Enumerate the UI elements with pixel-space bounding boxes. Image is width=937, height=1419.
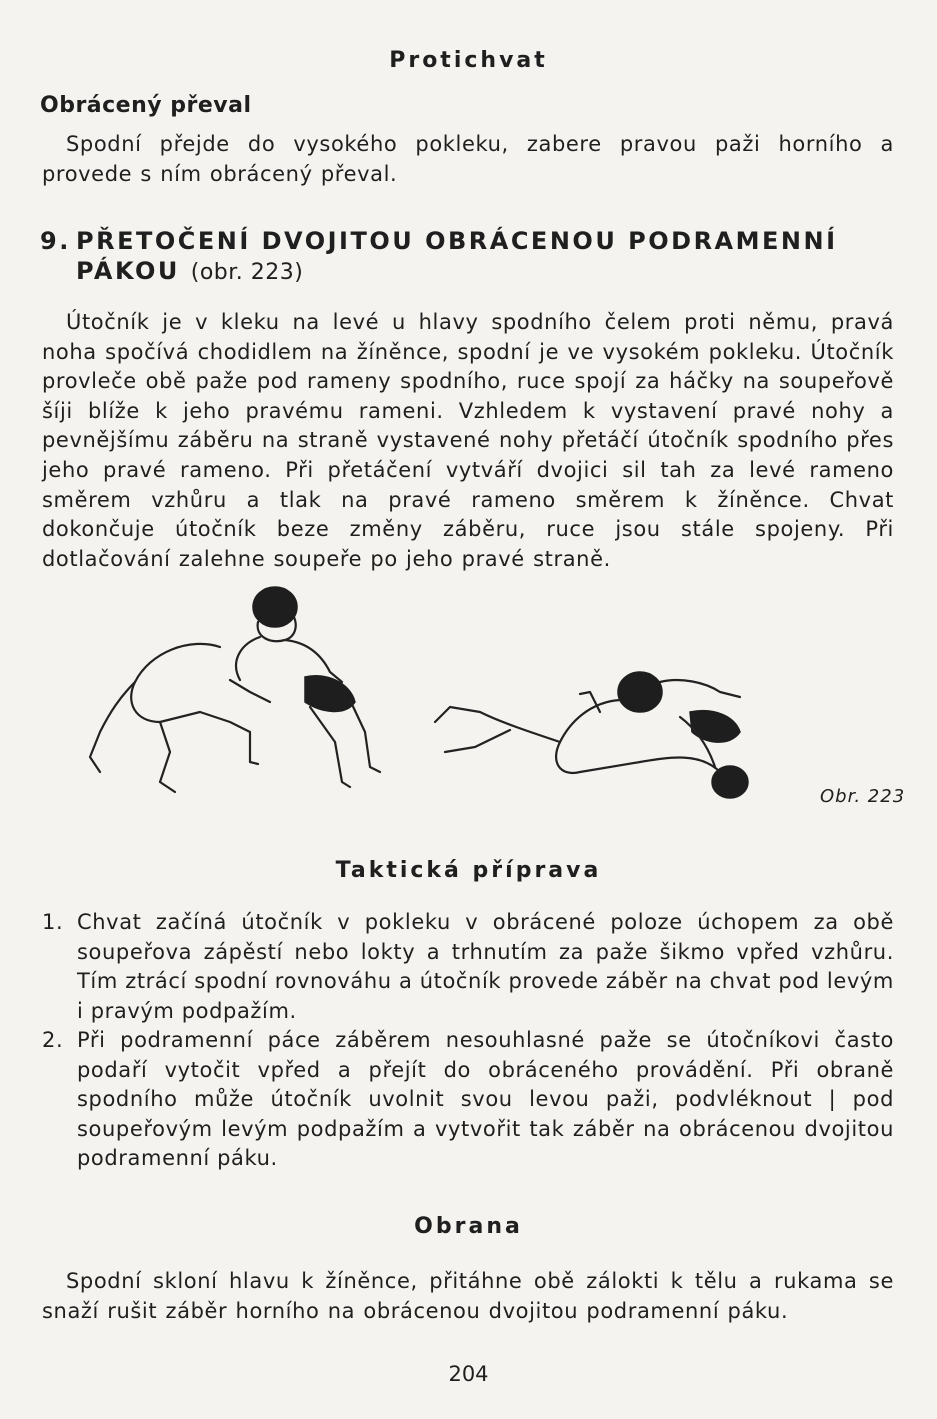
section-title-line1: PŘETOČENÍ DVOJITOU OBRÁCENOU PODRAMENNÍ: [76, 227, 838, 255]
list-item: 2. Při podramenní páce záběrem nesouhlasné paže se útočníkovi často podaří vytočit vpřed a přejít do obráceného provádění. Při obraně spodního může útočník uvolnit svou levou paži, podvléknout | pod soupeřovým levým podpažím a vytvořit tak záběr na obrácenou dvojitou podramenní páku.: [42, 1028, 894, 1170]
wrestling-illustration: [80, 582, 820, 826]
section-title-line2: PÁKOU: [76, 257, 180, 285]
defense-heading: Obrana: [414, 1214, 523, 1239]
section-figure-ref: (obr. 223): [190, 260, 304, 285]
list-item: 1. Chvat začíná útočník v pokleku v obrácené poloze úchopem za obě soupeřova zápěstí nebo lokty a trhnutím za paže šikmo vpřed vzhůru. Tím ztrácí spodní rovnováhu a útočník provede záběr na chvat pod levým i pravým podpažím.: [42, 910, 894, 1023]
wrestling-drawing-icon: [80, 582, 820, 822]
page-number: 204: [448, 1362, 489, 1386]
tactical-list: [42, 908, 894, 1174]
tactical-heading: Taktická příprava: [335, 858, 602, 883]
counter-hold-subheading: Obrácený převal: [40, 93, 252, 118]
section-text: Útočník je v kleku na levé u hlavy spodního čelem proti němu, pravá noha spočívá chodidlem na žíněnce, spodní je ve vysokém pokleku. Útočník provleče obě paže pod rameny spodního, ruce spojí za háčky na soupeřově šíji blíže k jeho pravému rameni. Vzhledem k vystavení pravé nohy a pevnějšímu záběru na straně vystavené nohy přetáčí útočník spodního přes jeho pravé rameno. Při přetáčení vytváří dvojici sil tah za levé rameno směrem vzhůru a tlak na pravé rameno směrem k žíněnce. Chvat dokončuje útočník beze změny záběru, ruce jsou stále spojeny. Při dotlačování zalehne soupeře po jeho pravé straně.: [42, 310, 894, 571]
counter-hold-text: Spodní přejde do vysokého pokleku, zabere pravou paži horního a provede s ním obrácený převal.: [42, 132, 894, 186]
figure-caption: Obr. 223: [820, 786, 906, 807]
section-title: [40, 226, 900, 288]
section-number: 9.: [40, 227, 71, 255]
defense-text: Spodní skloní hlavu k žíněnce, přitáhne obě zálokti k tělu a rukama se snaží rušit záběr horního na obrácenou dvojitou podramenní páku.: [42, 1269, 894, 1323]
counter-hold-heading: Protichvat: [389, 48, 548, 73]
